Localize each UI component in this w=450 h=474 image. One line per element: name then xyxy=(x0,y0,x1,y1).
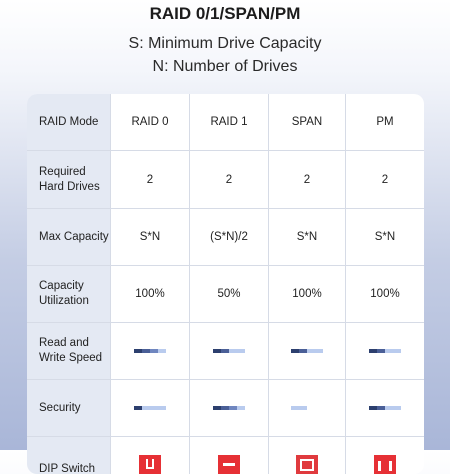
table-row xyxy=(27,209,424,266)
level-segment xyxy=(213,406,221,410)
dip-switch-raid1-icon xyxy=(218,455,240,474)
table-cell: 2 xyxy=(190,151,269,208)
table-cell: 2 xyxy=(111,151,190,208)
speed-cell xyxy=(190,323,269,379)
row-label-dip-switch: DIP Switch xyxy=(27,437,111,474)
security-level-bar xyxy=(291,406,323,410)
table-cell: S*N xyxy=(111,209,190,265)
level-segment xyxy=(158,406,166,410)
row-label-max-capacity: Max Capacity xyxy=(27,209,111,265)
level-segment xyxy=(213,349,221,353)
level-segment xyxy=(229,349,237,353)
table-row xyxy=(27,380,424,437)
speed-level-bar xyxy=(134,349,166,353)
speed-level-bar xyxy=(291,349,323,353)
level-segment xyxy=(307,349,315,353)
table-row xyxy=(27,151,424,209)
raid-comparison-table xyxy=(27,94,424,474)
level-segment xyxy=(299,406,307,410)
speed-level-bar xyxy=(369,349,401,353)
level-segment xyxy=(142,406,150,410)
level-segment xyxy=(221,406,229,410)
level-segment xyxy=(158,349,166,353)
table-cell: 100% xyxy=(370,288,400,300)
column-header-span: SPAN xyxy=(269,94,346,150)
subtitle-line-1: S: Minimum Drive Capacity xyxy=(128,35,322,52)
level-segment xyxy=(377,406,385,410)
page-title: RAID 0/1/SPAN/PM xyxy=(149,4,301,23)
column-header-raid1: RAID 1 xyxy=(190,94,269,150)
level-segment xyxy=(291,406,299,410)
security-cell xyxy=(269,380,346,436)
level-segment xyxy=(315,349,323,353)
row-label-security: Security xyxy=(27,380,111,436)
speed-cell xyxy=(346,323,424,379)
security-level-bar xyxy=(369,406,401,410)
level-segment xyxy=(369,406,377,410)
dip-cell xyxy=(111,437,190,474)
dip-cell xyxy=(190,437,269,474)
row-label-capacity-utilization: Capacity Utilization xyxy=(27,266,111,322)
security-cell xyxy=(111,380,190,436)
dip-switch-pm-icon xyxy=(374,455,396,474)
security-level-bar xyxy=(213,406,245,410)
level-segment xyxy=(299,349,307,353)
dip-cell xyxy=(269,437,346,474)
level-segment xyxy=(134,406,142,410)
level-segment xyxy=(369,349,377,353)
level-segment xyxy=(150,349,158,353)
row-label-read-write-speed: Read and Write Speed xyxy=(27,323,111,379)
table-cell: S*N xyxy=(269,209,346,265)
speed-cell xyxy=(269,323,346,379)
level-segment xyxy=(385,349,393,353)
table-cell: (S*N)/2 xyxy=(190,209,269,265)
level-segment xyxy=(142,349,150,353)
level-segment xyxy=(229,406,237,410)
table-cell: S*N xyxy=(374,231,396,243)
speed-cell xyxy=(111,323,190,379)
column-header-raid-mode: RAID Mode xyxy=(27,94,111,150)
level-segment xyxy=(393,406,401,410)
table-cell: 2 xyxy=(269,151,346,208)
security-level-bar xyxy=(134,406,166,410)
dip-switch-raid0-icon xyxy=(139,455,161,474)
level-segment xyxy=(393,349,401,353)
level-segment xyxy=(221,349,229,353)
table-cell: 100% xyxy=(111,266,190,322)
table-row xyxy=(27,266,424,323)
level-segment xyxy=(377,349,385,353)
security-cell xyxy=(190,380,269,436)
level-segment xyxy=(237,406,245,410)
level-segment xyxy=(237,349,245,353)
column-header-pm: PM xyxy=(376,116,394,128)
security-cell xyxy=(346,380,424,436)
row-label-required-drives: Required Hard Drives xyxy=(27,151,111,208)
table-row xyxy=(27,323,424,380)
level-segment xyxy=(291,349,299,353)
table-cell: 50% xyxy=(190,266,269,322)
column-header-raid0: RAID 0 xyxy=(111,94,190,150)
level-segment xyxy=(134,349,142,353)
speed-level-bar xyxy=(213,349,245,353)
level-segment xyxy=(307,406,315,410)
level-segment xyxy=(315,406,323,410)
table-row xyxy=(27,437,424,474)
dip-switch-span-icon xyxy=(296,455,318,474)
table-header-row xyxy=(27,94,424,151)
table-cell: 100% xyxy=(269,266,346,322)
level-segment xyxy=(385,406,393,410)
table-cell: 2 xyxy=(381,173,389,186)
dip-cell xyxy=(346,437,424,474)
level-segment xyxy=(150,406,158,410)
subtitle-line-2: N: Number of Drives xyxy=(152,58,298,75)
